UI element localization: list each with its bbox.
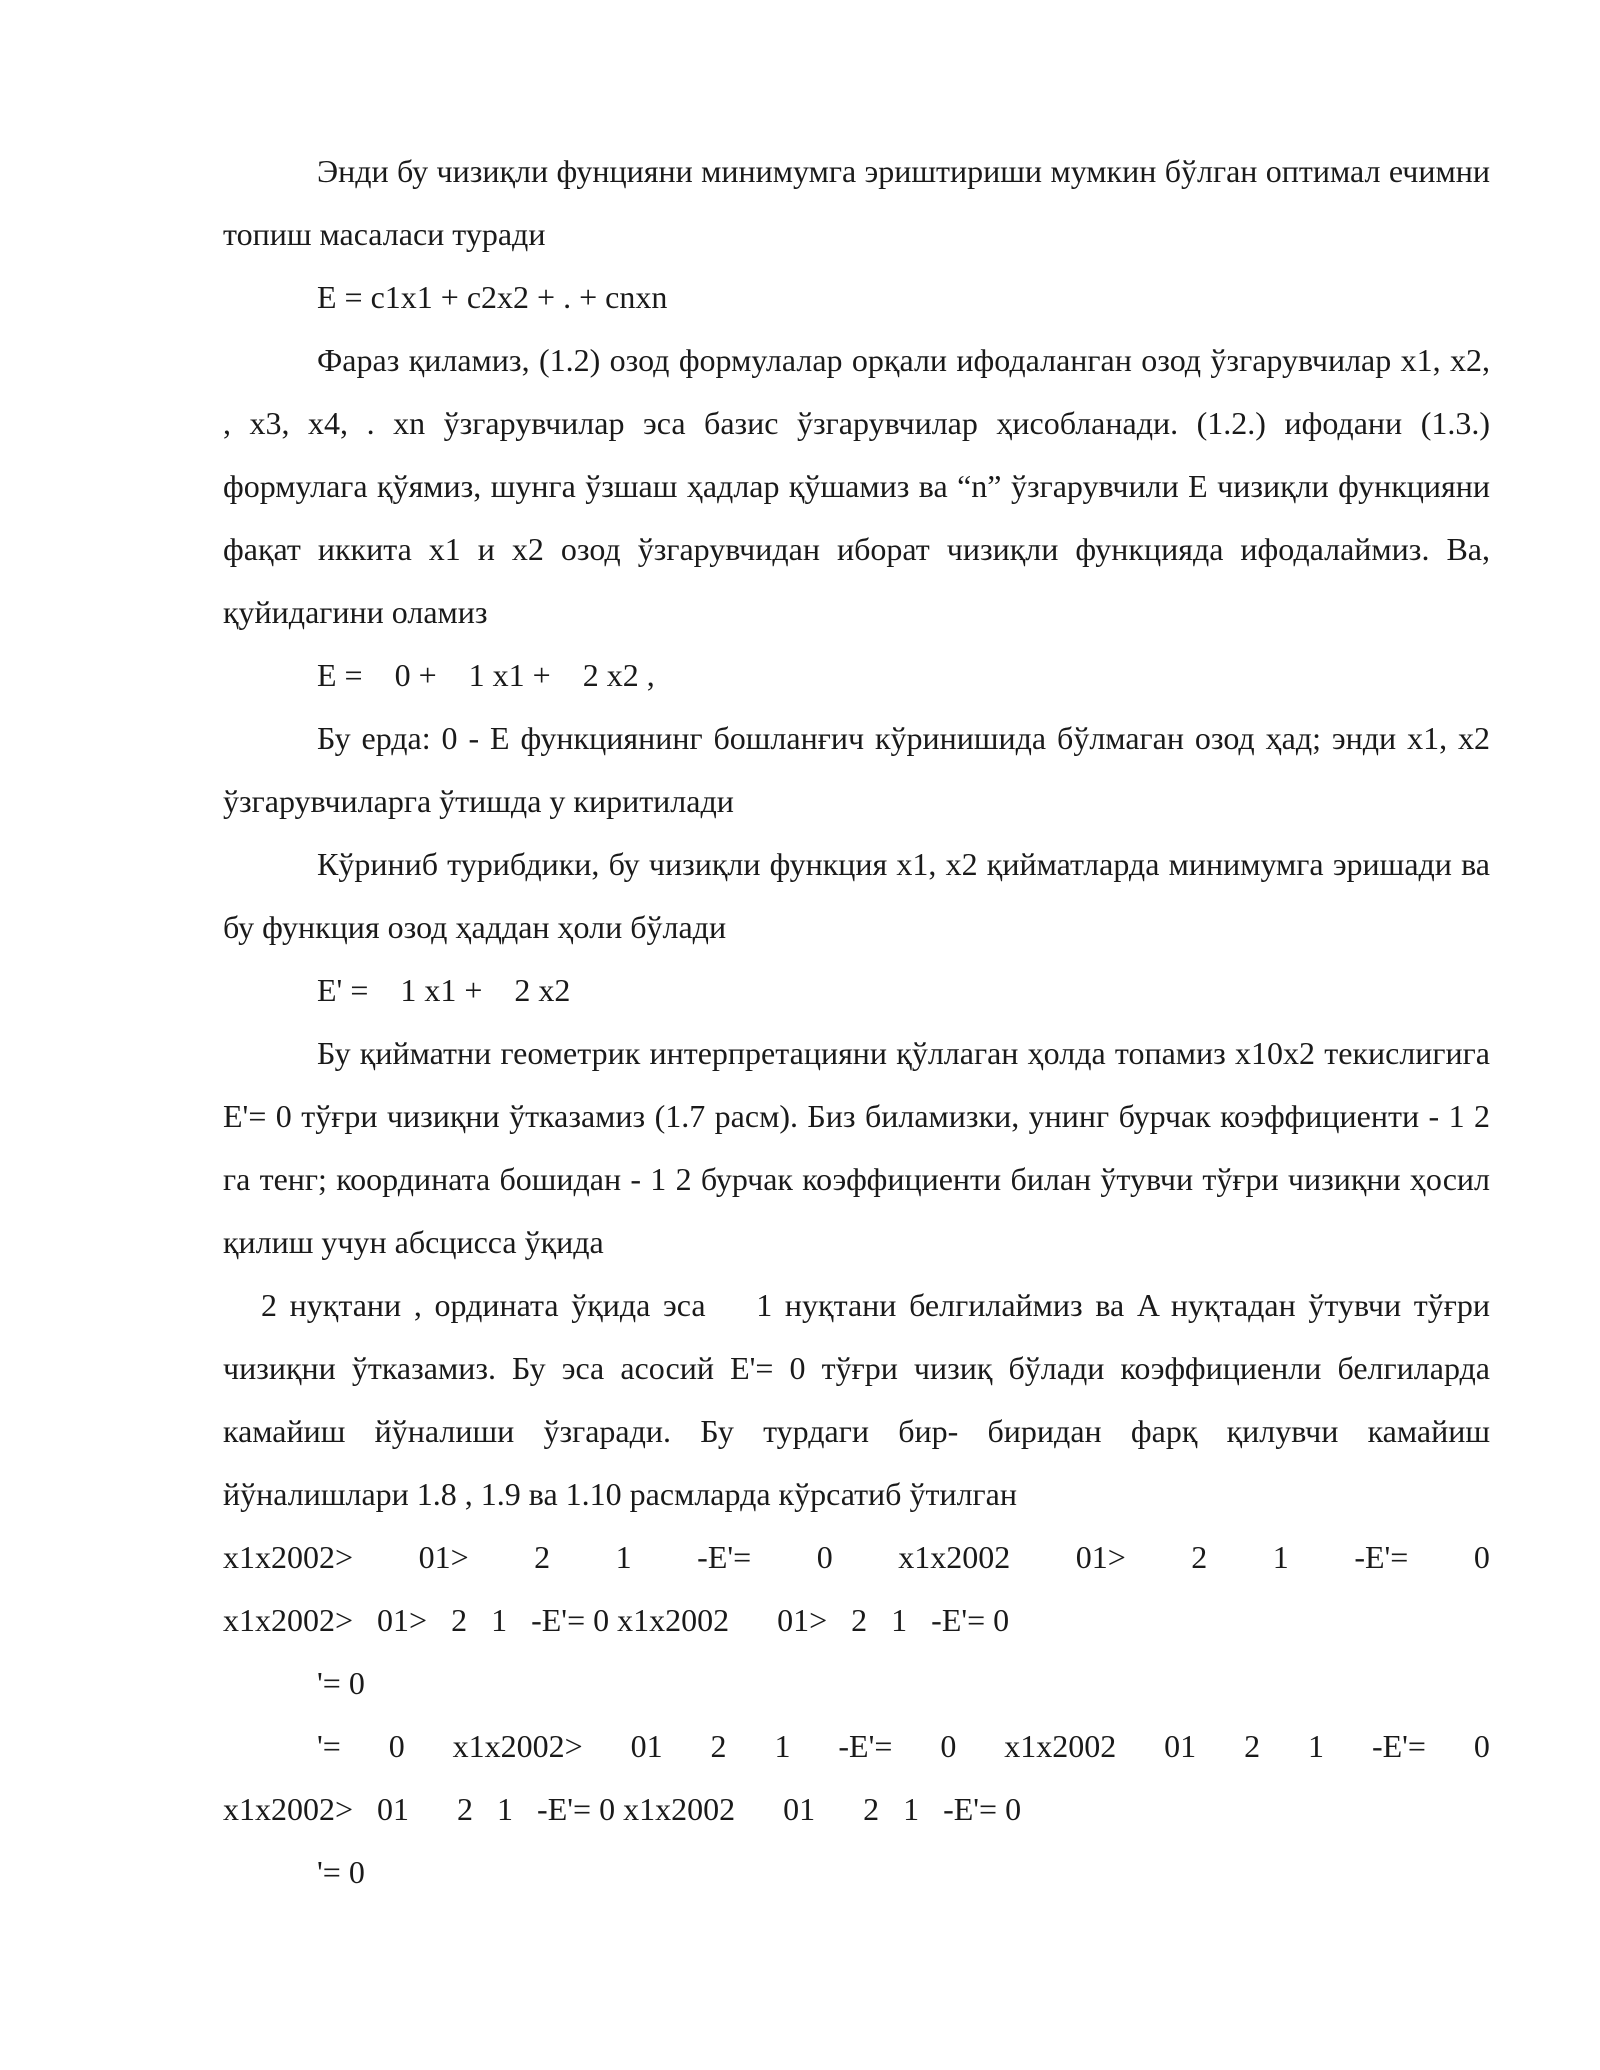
document-body — [223, 140, 1499, 1904]
fig-label: -E'= — [1371, 1728, 1426, 1764]
fig-label: 0 — [940, 1728, 957, 1764]
paragraph-here: Бу ерда: 0 - E функциянинг бошланғич кўринишида бўлмаган озод ҳад; энди x1, x2 ўзгарувчиларга ўтишда у киритилади — [223, 720, 1490, 819]
fig-label: 01> — [418, 1539, 469, 1575]
fig-label: 01 — [630, 1728, 663, 1764]
fig-label: 0 — [1473, 1539, 1490, 1575]
figure-label-row-2 — [223, 1589, 1490, 1652]
formula-e-gamma: E = 0 + 1 x1 + 2 x2 , — [317, 657, 655, 693]
figure-label-row-5 — [223, 1778, 1490, 1841]
figure-label-row-3 — [223, 1652, 1490, 1715]
fig-label: 0 — [1473, 1728, 1490, 1764]
fig-label: -E'= — [1354, 1539, 1409, 1575]
fig-label: 1 — [774, 1728, 791, 1764]
fig-label: x1x2002> — [452, 1728, 583, 1764]
fig-label: 1 — [615, 1539, 632, 1575]
fig-label: x1x2002> 01 2 1 -E'= 0 x1x2002 01 2 1 -E'= 0 — [223, 1791, 1022, 1827]
fig-label: '= — [317, 1728, 341, 1764]
fig-label: 2 — [1244, 1728, 1261, 1764]
fig-label: 2 — [710, 1728, 727, 1764]
figure-label-row-1 — [223, 1526, 1490, 1589]
fig-label: '= 0 — [317, 1854, 365, 1890]
fig-label: 1 — [1308, 1728, 1325, 1764]
paragraph-geometric: Бу қийматни геометрик интерпретацияни қўллаган ҳолда топамиз x10x2 текислигига E'= 0 тўғри чизиқни ўтказамиз (1.7 расм). Биз биламизки, унинг бурчак коэффициенти - 1 2 га тенг; координата бошидан - 1 2 бурчак коэффициенти билан ўтувчи тўғри чизиқни ҳосил қилиш учун абсцисса ўқида — [223, 1035, 1490, 1260]
figure-label-row-4 — [223, 1715, 1490, 1778]
fig-label: 2 — [534, 1539, 551, 1575]
paragraph-assumption: Фараз қиламиз, (1.2) озод формулалар орқали ифодаланган озод ўзгарувчилар x1, x2, , x3, x4, . xn ўзгарувчилар эса базис ўзгарувчилар ҳисобланади. (1.2.) ифодани (1.3.) формулага қўямиз, шунга ўзшаш ҳадлар қўшамиз ва “n” ўзгарувчили E чизиқли функцияни фақат иккита x1 и x2 озод ўзгарувчидан иборат чизиқли функцияда ифодалаймиз. Ва, қуйидагини оламиз — [223, 342, 1490, 630]
fig-label: x1x2002> — [223, 1539, 354, 1575]
paragraph-minimum: Кўриниб турибдики, бу чизиқли функция x1, x2 қийматларда минимумга эришади ва бу функция озод ҳаддан ҳоли бўлади — [223, 846, 1490, 945]
paragraph-points: 2 нуқтани , ордината ўқида эса 1 нуқтани белгилаймиз ва A нуқтадан ўтувчи тўғри чизиқни ўтказамиз. Бу эса асосий E'= 0 тўғри чизиқ бўлади коэффициенли белгиларда камайиш йўналиши ўзгаради. Бу турдаги бир- биридан фарқ қилувчи камайиш йўналишлари 1.8 , 1.9 ва 1.10 расмларда кўрсатиб ўтилган — [223, 1287, 1499, 1512]
fig-label: x1x2002> 01> 2 1 -E'= 0 x1x2002 01> 2 1 -E'= 0 — [223, 1602, 1010, 1638]
fig-label: x1x2002 — [898, 1539, 1011, 1575]
fig-label: -E'= — [838, 1728, 893, 1764]
fig-label: '= 0 — [317, 1665, 365, 1701]
fig-label: x1x2002 — [1004, 1728, 1117, 1764]
paragraph-intro: Энди бу чизиқли фунцияни минимумга эриштириши мумкин бўлган оптимал ечимни топиш масаласи туради — [223, 153, 1490, 252]
fig-label: 0 — [388, 1728, 405, 1764]
fig-label: 01> — [1075, 1539, 1126, 1575]
fig-label: -E'= — [697, 1539, 752, 1575]
formula-e-prime: E' = 1 x1 + 2 x2 — [317, 972, 571, 1008]
fig-label: 01 — [1164, 1728, 1197, 1764]
fig-label: 0 — [816, 1539, 833, 1575]
fig-label: 2 — [1191, 1539, 1208, 1575]
fig-label: 1 — [1272, 1539, 1289, 1575]
figure-label-row-6 — [223, 1841, 1490, 1904]
formula-e: E = c1x1 + c2x2 + . + cnxn — [317, 279, 668, 315]
